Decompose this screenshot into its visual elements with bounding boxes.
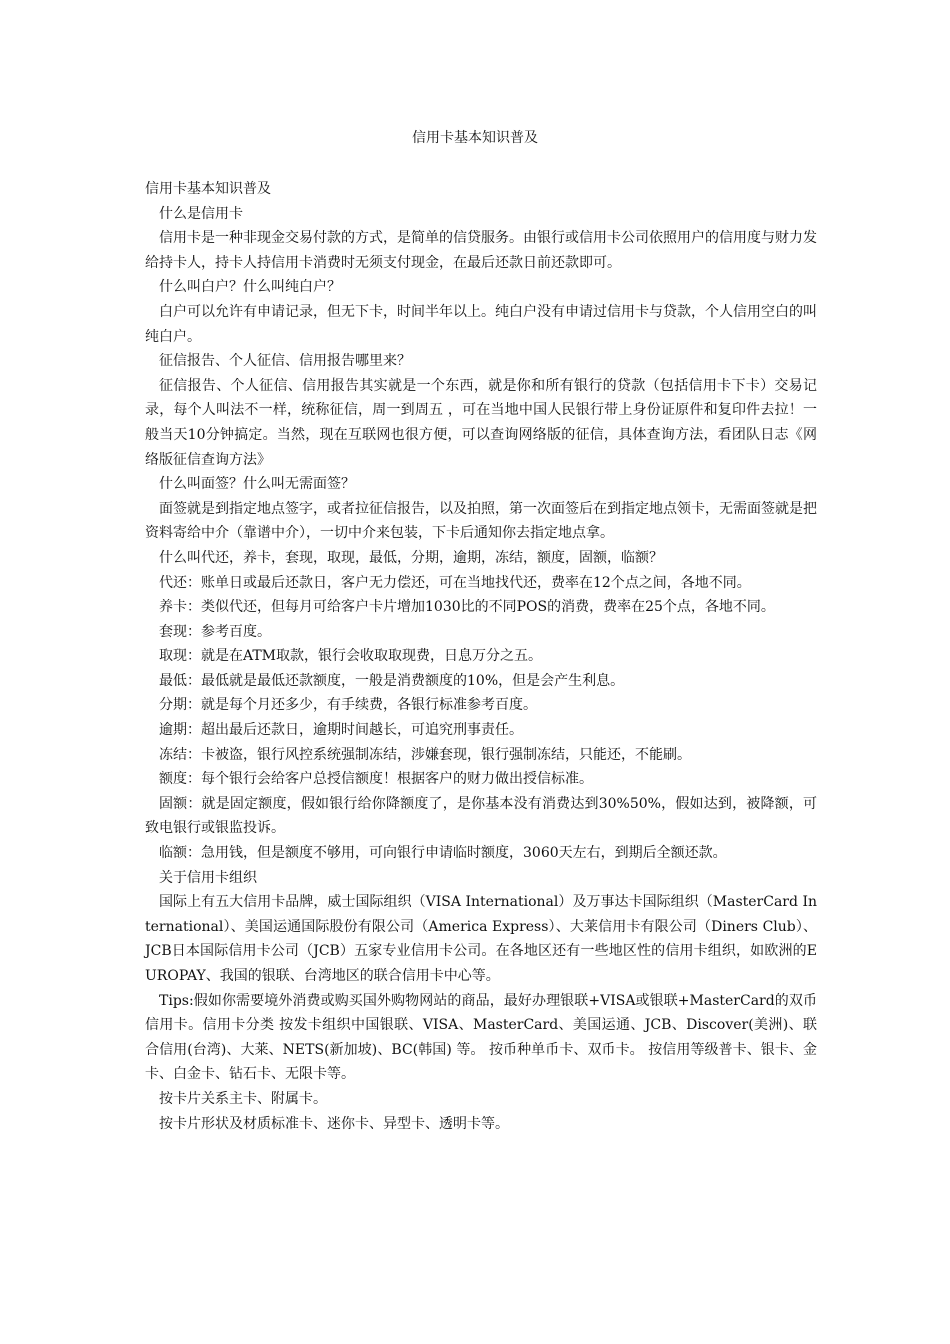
paragraph: Tips:假如你需要境外消费或购买国外购物网站的商品，最好办理银联+VISA或银联+MasterCard的双币信用卡。信用卡分类 按发卡组织中国银联、VISA、MasterCard、美国运通、JCB、Discover(美洲)、联合信用(台湾)、大莱、NETS(新加坡)、BC(韩国) 等。 按币种单币卡、双币卡。 按信用等级普卡、银卡、金卡、白金卡、钻石卡、无限卡等。 (145, 992, 817, 1083)
paragraph: 信用卡基本知识普及 (145, 181, 271, 197)
paragraph: 什么叫面签？什么叫无需面签？ (159, 476, 355, 493)
paragraph: 代还：账单日或最后还款日，客户无力偿还，可在当地找代还，费率在12个点之间，各地不同。 (159, 574, 751, 591)
paragraph: 冻结：卡被盗，银行风控系统强制冻结，涉嫌套现，银行强制冻结，只能还，不能刷。 (159, 746, 691, 763)
paragraph: 按卡片形状及材质标准卡、迷你卡、异型卡、透明卡等。 (159, 1115, 509, 1132)
paragraph: 取现：就是在ATM取款，银行会收取取现费，日息万分之五。 (159, 648, 543, 665)
paragraph: 征信报告、个人征信、信用报告其实就是一个东西，就是你和所有银行的贷款（包括信用卡下卡）交易记录，每个人叫法不一样，统称征信，周一到周五 ，可在当地中国人民银行带上身份证原件和复印件去拉！一般当天10分钟搞定。当然，现在互联网也很方便，可以查询网络版的征信，具体查询方法，看团队日志《网络版征信查询方法》 (145, 377, 817, 468)
paragraph: 什么叫白户？什么叫纯白户？ (159, 279, 341, 296)
paragraph: 分期：就是每个月还多少，有手续费，各银行标准参考百度。 (159, 697, 537, 714)
paragraph: 固额：就是固定额度，假如银行给你降额度了，是你基本没有消费达到30%50%，假如达到，被降额，可致电银行或银监投诉。 (145, 795, 817, 837)
paragraph: 按卡片关系主卡、附属卡。 (159, 1090, 327, 1107)
paragraph: 国际上有五大信用卡品牌，威士国际组织（VISA International）及万事达卡国际组织（MasterCard International）、美国运通国际股份有限公司（America Express）、大莱信用卡有限公司（Diners Club）、JCB日本国际信用卡公司（JCB）五家专业信用卡公司。在各地区还有一些地区性的信用卡组织，如欧洲的EUROPAY、我国的银联、台湾地区的联合信用卡中心等。 (145, 894, 817, 984)
paragraph: 额度：每个银行会给客户总授信额度！根据客户的财力做出授信标准。 (159, 771, 593, 788)
paragraph: 逾期：超出最后还款日，逾期时间越长，可追究刑事责任。 (159, 722, 523, 739)
paragraph: 信用卡是一种非现金交易付款的方式，是简单的信贷服务。由银行或信用卡公司依照用户的信用度与财力发给持卡人，持卡人持信用卡消费时无须支付现金，在最后还款日前还款即可。 (145, 230, 817, 271)
paragraph: 征信报告、个人征信、信用报告哪里来？ (159, 353, 411, 370)
paragraph: 最低：最低就是最低还款额度，一般是消费额度的10%，但是会产生利息。 (159, 672, 625, 689)
document-body (145, 177, 817, 1136)
paragraph: 什么叫代还，养卡，套现，取现，最低，分期，逾期，冻结，额度，固额，临额？ (159, 549, 663, 566)
paragraph: 面签就是到指定地点签字，或者拉征信报告，以及拍照，第一次面签后在到指定地点领卡，无需面签就是把资料寄给中介（靠谱中介），一切中介来包装，下卡后通知你去指定地点拿。 (145, 500, 817, 542)
paragraph: 关于信用卡组织 (159, 869, 257, 886)
paragraph: 临额：急用钱，但是额度不够用，可向银行申请临时额度，3060天左右，到期后全额还款。 (159, 845, 727, 862)
paragraph: 白户可以允许有申请记录，但无下卡，时间半年以上。纯白户没有申请过信用卡与贷款，个人信用空白的叫纯白户。 (145, 303, 817, 345)
paragraph: 什么是信用卡 (159, 205, 243, 222)
paragraph: 养卡：类似代还，但每月可给客户卡片增加1030比的不同POS的消费，费率在25个点，各地不同。 (159, 599, 775, 616)
paragraph: 套现：参考百度。 (159, 623, 271, 640)
document-title: 信用卡基本知识普及 (412, 130, 538, 146)
